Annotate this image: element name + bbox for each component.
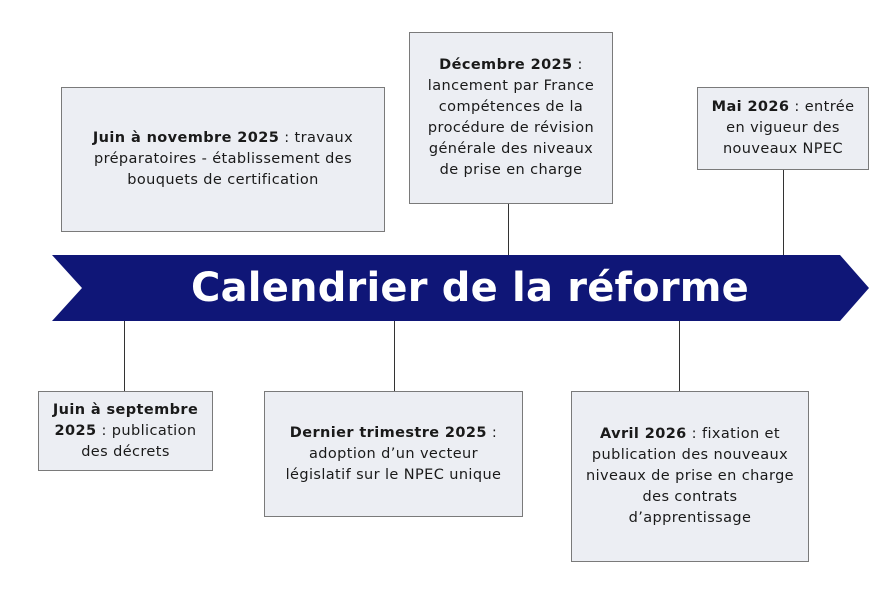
event-text: [580, 424, 800, 529]
event-description: : publication des décrets: [81, 422, 197, 460]
event-box-decembre-2025: [409, 32, 613, 204]
event-box-avril-2026: [571, 391, 809, 562]
event-text: [283, 423, 504, 486]
connector-dernier-trimestre-2025: [394, 321, 395, 391]
event-date: Juin à septembre 2025: [52, 401, 199, 439]
timeline-title: Calendrier de la réforme: [191, 265, 749, 311]
connector-juin-septembre-2025: [124, 321, 125, 391]
event-description: : fixation et publication des nouveaux niveaux de prise en charge des contrats d’apprentissage: [586, 426, 794, 526]
event-box-juin-novembre-2025: [61, 87, 385, 232]
connector-mai-2026: [783, 170, 784, 255]
event-text: [708, 97, 858, 160]
event-box-mai-2026: [697, 87, 869, 170]
event-date: Avril 2026: [600, 426, 687, 442]
connector-decembre-2025: [508, 204, 509, 255]
connector-avril-2026: [679, 321, 680, 391]
event-description: : lancement par France compétences de la procédure de révision générale des niveaux de prise en charge: [427, 57, 595, 178]
event-description: : entrée en vigueur des nouveaux NPEC: [722, 99, 855, 157]
event-text: [82, 128, 364, 191]
event-date: Dernier trimestre 2025: [289, 424, 487, 441]
event-text: [49, 400, 202, 463]
event-date: Mai 2026: [711, 99, 790, 115]
event-box-dernier-trimestre-2025: [264, 391, 523, 517]
event-description: : adoption d’un vecteur législatif sur le NPEC unique: [285, 424, 502, 483]
event-date: Juin à novembre 2025: [92, 130, 280, 146]
event-text: [420, 55, 602, 181]
event-description: : travaux préparatoires - établissement des bouquets de certification: [93, 130, 354, 188]
event-date: Décembre 2025: [439, 57, 573, 73]
event-box-juin-septembre-2025: [38, 391, 213, 471]
